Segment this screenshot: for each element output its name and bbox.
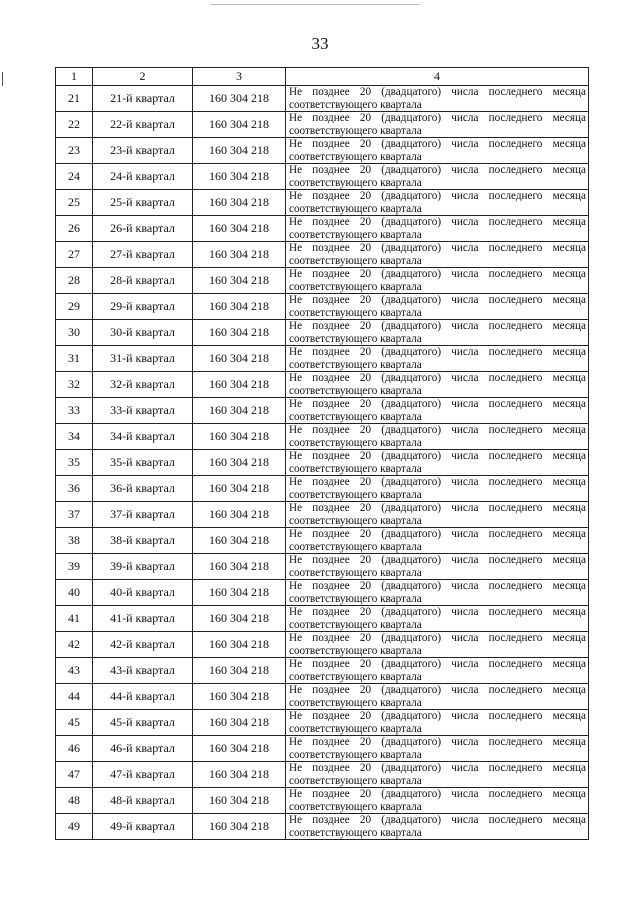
amount-cell: 160 304 218 <box>193 138 286 164</box>
deadline-text-line-2: соответствующего квартала <box>289 332 422 345</box>
quarter-cell: 32-й квартал <box>93 372 193 398</box>
quarter-cell: 40-й квартал <box>93 580 193 606</box>
amount-cell: 160 304 218 <box>193 606 286 632</box>
deadline-text-line-1: Не позднее 20 (двадцатого) числа последнего месяца <box>289 86 586 98</box>
deadline-text-line-1: Не позднее 20 (двадцатого) числа последнего месяца <box>289 502 586 514</box>
table-row <box>56 814 589 840</box>
deadline-text-line-2: соответствующего квартала <box>289 592 422 605</box>
amount-cell: 160 304 218 <box>193 814 286 840</box>
quarter-cell: 36-й квартал <box>93 476 193 502</box>
deadline-text-line-1: Не позднее 20 (двадцатого) числа последнего месяца <box>289 788 586 800</box>
deadline-text-line-1: Не позднее 20 (двадцатого) числа последнего месяца <box>289 268 586 280</box>
amount-cell: 160 304 218 <box>193 268 286 294</box>
deadline-text-line-2: соответствующего квартала <box>289 410 422 423</box>
deadline-cell <box>286 424 589 450</box>
table-row <box>56 450 589 476</box>
deadline-text-line-2: соответствующего квартала <box>289 722 422 735</box>
deadline-text-line-1: Не позднее 20 (двадцатого) числа последнего месяца <box>289 320 586 332</box>
deadline-text-line-1: Не позднее 20 (двадцатого) числа последнего месяца <box>289 476 586 488</box>
amount-cell: 160 304 218 <box>193 658 286 684</box>
row-number-cell: 47 <box>56 762 93 788</box>
deadline-text-line-2: соответствующего квартала <box>289 566 422 579</box>
row-number-cell: 41 <box>56 606 93 632</box>
row-number-cell: 42 <box>56 632 93 658</box>
deadline-text-line-2: соответствующего квартала <box>289 228 422 241</box>
page-number: 33 <box>311 34 329 53</box>
row-number-cell: 27 <box>56 242 93 268</box>
deadline-text-line-1: Не позднее 20 (двадцатого) числа последнего месяца <box>289 190 586 202</box>
row-number-cell: 46 <box>56 736 93 762</box>
row-number-cell: 38 <box>56 528 93 554</box>
deadline-cell <box>286 762 589 788</box>
deadline-cell <box>286 398 589 424</box>
deadline-cell <box>286 502 589 528</box>
table-row <box>56 658 589 684</box>
table-row <box>56 476 589 502</box>
amount-cell: 160 304 218 <box>193 398 286 424</box>
deadline-text-line-1: Не позднее 20 (двадцатого) числа последнего месяца <box>289 606 586 618</box>
row-number-cell: 44 <box>56 684 93 710</box>
deadline-cell <box>286 242 589 268</box>
deadline-cell <box>286 294 589 320</box>
quarter-cell: 29-й квартал <box>93 294 193 320</box>
deadline-text-line-2: соответствующего квартала <box>289 124 422 137</box>
deadline-text-line-1: Не позднее 20 (двадцатого) числа последнего месяца <box>289 684 586 696</box>
deadline-text-line-1: Не позднее 20 (двадцатого) числа последнего месяца <box>289 580 586 592</box>
deadline-cell <box>286 814 589 840</box>
deadline-cell <box>286 606 589 632</box>
table-row <box>56 138 589 164</box>
deadline-text-line-1: Не позднее 20 (двадцатого) числа последнего месяца <box>289 372 586 384</box>
deadline-text-line-2: соответствующего квартала <box>289 514 422 527</box>
deadline-text-line-2: соответствующего квартала <box>289 540 422 553</box>
amount-cell: 160 304 218 <box>193 190 286 216</box>
amount-cell: 160 304 218 <box>193 762 286 788</box>
deadline-text-line-1: Не позднее 20 (двадцатого) числа последнего месяца <box>289 658 586 670</box>
table-header-row <box>56 68 589 86</box>
quarter-cell: 24-й квартал <box>93 164 193 190</box>
quarter-cell: 30-й квартал <box>93 320 193 346</box>
row-number-cell: 21 <box>56 86 93 112</box>
amount-cell: 160 304 218 <box>193 372 286 398</box>
table-row <box>56 788 589 814</box>
quarter-cell: 49-й квартал <box>93 814 193 840</box>
table-row <box>56 398 589 424</box>
row-number-cell: 24 <box>56 164 93 190</box>
deadline-cell <box>286 216 589 242</box>
row-number-cell: 23 <box>56 138 93 164</box>
deadline-text-line-1: Не позднее 20 (двадцатого) числа последнего месяца <box>289 242 586 254</box>
quarter-cell: 31-й квартал <box>93 346 193 372</box>
deadline-cell <box>286 580 589 606</box>
table-row <box>56 502 589 528</box>
row-number-cell: 39 <box>56 554 93 580</box>
deadline-text-line-1: Не позднее 20 (двадцатого) числа последнего месяца <box>289 424 586 436</box>
row-number-cell: 32 <box>56 372 93 398</box>
amount-cell: 160 304 218 <box>193 164 286 190</box>
amount-cell: 160 304 218 <box>193 450 286 476</box>
deadline-text-line-1: Не позднее 20 (двадцатого) числа последнего месяца <box>289 112 586 124</box>
quarter-cell: 42-й квартал <box>93 632 193 658</box>
deadline-text-line-1: Не позднее 20 (двадцатого) числа последнего месяца <box>289 814 586 826</box>
deadline-text-line-1: Не позднее 20 (двадцатого) числа последнего месяца <box>289 710 586 722</box>
row-number-cell: 35 <box>56 450 93 476</box>
table-row <box>56 242 589 268</box>
deadline-text-line-2: соответствующего квартала <box>289 436 422 449</box>
deadline-text-line-2: соответствующего квартала <box>289 306 422 319</box>
quarter-cell: 46-й квартал <box>93 736 193 762</box>
deadline-cell <box>286 268 589 294</box>
table-body <box>56 86 589 840</box>
quarter-cell: 47-й квартал <box>93 762 193 788</box>
deadline-cell <box>286 372 589 398</box>
amount-cell: 160 304 218 <box>193 528 286 554</box>
deadline-cell <box>286 632 589 658</box>
table-row <box>56 710 589 736</box>
quarter-cell: 48-й квартал <box>93 788 193 814</box>
deadline-cell <box>286 86 589 112</box>
deadline-cell <box>286 190 589 216</box>
deadline-cell <box>286 112 589 138</box>
amount-cell: 160 304 218 <box>193 684 286 710</box>
row-number-cell: 34 <box>56 424 93 450</box>
table-row <box>56 294 589 320</box>
quarter-cell: 38-й квартал <box>93 528 193 554</box>
deadline-text-line-2: соответствующего квартала <box>289 358 422 371</box>
quarter-cell: 28-й квартал <box>93 268 193 294</box>
deadline-cell <box>286 450 589 476</box>
row-number-cell: 36 <box>56 476 93 502</box>
column-header-4: 4 <box>286 68 589 86</box>
row-number-cell: 48 <box>56 788 93 814</box>
deadline-text-line-1: Не позднее 20 (двадцатого) числа последнего месяца <box>289 450 586 462</box>
deadline-text-line-1: Не позднее 20 (двадцатого) числа последнего месяца <box>289 216 586 228</box>
table-row <box>56 320 589 346</box>
deadline-cell <box>286 710 589 736</box>
deadline-cell <box>286 658 589 684</box>
quarter-cell: 21-й квартал <box>93 86 193 112</box>
column-header-3: 3 <box>193 68 286 86</box>
row-number-cell: 25 <box>56 190 93 216</box>
deadline-text-line-2: соответствующего квартала <box>289 800 422 813</box>
deadline-cell <box>286 684 589 710</box>
deadline-text-line-2: соответствующего квартала <box>289 774 422 787</box>
amount-cell: 160 304 218 <box>193 86 286 112</box>
deadline-text-line-2: соответствующего квартала <box>289 748 422 761</box>
amount-cell: 160 304 218 <box>193 788 286 814</box>
quarter-cell: 35-й квартал <box>93 450 193 476</box>
row-number-cell: 30 <box>56 320 93 346</box>
table-row <box>56 268 589 294</box>
quarter-cell: 39-й квартал <box>93 554 193 580</box>
quarter-cell: 44-й квартал <box>93 684 193 710</box>
deadline-text-line-2: соответствующего квартала <box>289 696 422 709</box>
deadline-cell <box>286 788 589 814</box>
quarter-cell: 34-й квартал <box>93 424 193 450</box>
deadline-text-line-1: Не позднее 20 (двадцатого) числа последнего месяца <box>289 736 586 748</box>
deadline-text-line-2: соответствующего квартала <box>289 254 422 267</box>
deadline-cell <box>286 320 589 346</box>
row-number-cell: 49 <box>56 814 93 840</box>
deadline-text-line-2: соответствующего квартала <box>289 176 422 189</box>
deadline-text-line-2: соответствующего квартала <box>289 98 422 111</box>
amount-cell: 160 304 218 <box>193 424 286 450</box>
deadline-text-line-2: соответствующего квартала <box>289 150 422 163</box>
scan-margin-mark <box>2 72 3 86</box>
deadline-cell <box>286 346 589 372</box>
table-row <box>56 164 589 190</box>
deadline-text-line-2: соответствующего квартала <box>289 384 422 397</box>
table-row <box>56 580 589 606</box>
row-number-cell: 31 <box>56 346 93 372</box>
row-number-cell: 43 <box>56 658 93 684</box>
quarter-cell: 41-й квартал <box>93 606 193 632</box>
amount-cell: 160 304 218 <box>193 632 286 658</box>
amount-cell: 160 304 218 <box>193 242 286 268</box>
deadline-text-line-1: Не позднее 20 (двадцатого) числа последнего месяца <box>289 762 586 774</box>
row-number-cell: 37 <box>56 502 93 528</box>
deadline-text-line-1: Не позднее 20 (двадцатого) числа последнего месяца <box>289 138 586 150</box>
table-row <box>56 736 589 762</box>
quarter-cell: 22-й квартал <box>93 112 193 138</box>
deadline-cell <box>286 138 589 164</box>
table-row <box>56 528 589 554</box>
deadline-text-line-2: соответствующего квартала <box>289 644 422 657</box>
table-row <box>56 632 589 658</box>
quarter-cell: 37-й квартал <box>93 502 193 528</box>
deadline-text-line-1: Не позднее 20 (двадцатого) числа последнего месяца <box>289 528 586 540</box>
table-row <box>56 86 589 112</box>
deadline-cell <box>286 736 589 762</box>
amount-cell: 160 304 218 <box>193 346 286 372</box>
amount-cell: 160 304 218 <box>193 502 286 528</box>
deadline-text-line-2: соответствующего квартала <box>289 826 422 839</box>
row-number-cell: 45 <box>56 710 93 736</box>
deadline-text-line-2: соответствующего квартала <box>289 202 422 215</box>
deadline-text-line-1: Не позднее 20 (двадцатого) числа последнего месяца <box>289 164 586 176</box>
deadline-cell <box>286 528 589 554</box>
table-row <box>56 112 589 138</box>
table-row <box>56 554 589 580</box>
deadline-text-line-2: соответствующего квартала <box>289 618 422 631</box>
deadline-text-line-1: Не позднее 20 (двадцатого) числа последнего месяца <box>289 346 586 358</box>
payment-schedule-table <box>55 67 589 840</box>
quarter-cell: 45-й квартал <box>93 710 193 736</box>
quarter-cell: 43-й квартал <box>93 658 193 684</box>
deadline-text-line-2: соответствующего квартала <box>289 488 422 501</box>
row-number-cell: 33 <box>56 398 93 424</box>
deadline-text-line-2: соответствующего квартала <box>289 280 422 293</box>
amount-cell: 160 304 218 <box>193 216 286 242</box>
amount-cell: 160 304 218 <box>193 476 286 502</box>
row-number-cell: 29 <box>56 294 93 320</box>
quarter-cell: 23-й квартал <box>93 138 193 164</box>
deadline-text-line-2: соответствующего квартала <box>289 462 422 475</box>
amount-cell: 160 304 218 <box>193 736 286 762</box>
scan-top-rule <box>210 4 420 5</box>
quarter-cell: 26-й квартал <box>93 216 193 242</box>
row-number-cell: 22 <box>56 112 93 138</box>
quarter-cell: 27-й квартал <box>93 242 193 268</box>
amount-cell: 160 304 218 <box>193 580 286 606</box>
table-row <box>56 762 589 788</box>
deadline-text-line-1: Не позднее 20 (двадцатого) числа последнего месяца <box>289 632 586 644</box>
quarter-cell: 25-й квартал <box>93 190 193 216</box>
amount-cell: 160 304 218 <box>193 294 286 320</box>
amount-cell: 160 304 218 <box>193 112 286 138</box>
table-row <box>56 372 589 398</box>
table-row <box>56 424 589 450</box>
deadline-text-line-1: Не позднее 20 (двадцатого) числа последнего месяца <box>289 398 586 410</box>
deadline-text-line-1: Не позднее 20 (двадцатого) числа последнего месяца <box>289 294 586 306</box>
amount-cell: 160 304 218 <box>193 554 286 580</box>
deadline-cell <box>286 554 589 580</box>
row-number-cell: 40 <box>56 580 93 606</box>
row-number-cell: 28 <box>56 268 93 294</box>
table-row <box>56 190 589 216</box>
table-row <box>56 346 589 372</box>
table-row <box>56 684 589 710</box>
deadline-text-line-2: соответствующего квартала <box>289 670 422 683</box>
deadline-text-line-1: Не позднее 20 (двадцатого) числа последнего месяца <box>289 554 586 566</box>
deadline-cell <box>286 164 589 190</box>
amount-cell: 160 304 218 <box>193 320 286 346</box>
column-header-2: 2 <box>93 68 193 86</box>
table-row <box>56 606 589 632</box>
amount-cell: 160 304 218 <box>193 710 286 736</box>
row-number-cell: 26 <box>56 216 93 242</box>
column-header-1: 1 <box>56 68 93 86</box>
deadline-cell <box>286 476 589 502</box>
table-row <box>56 216 589 242</box>
quarter-cell: 33-й квартал <box>93 398 193 424</box>
